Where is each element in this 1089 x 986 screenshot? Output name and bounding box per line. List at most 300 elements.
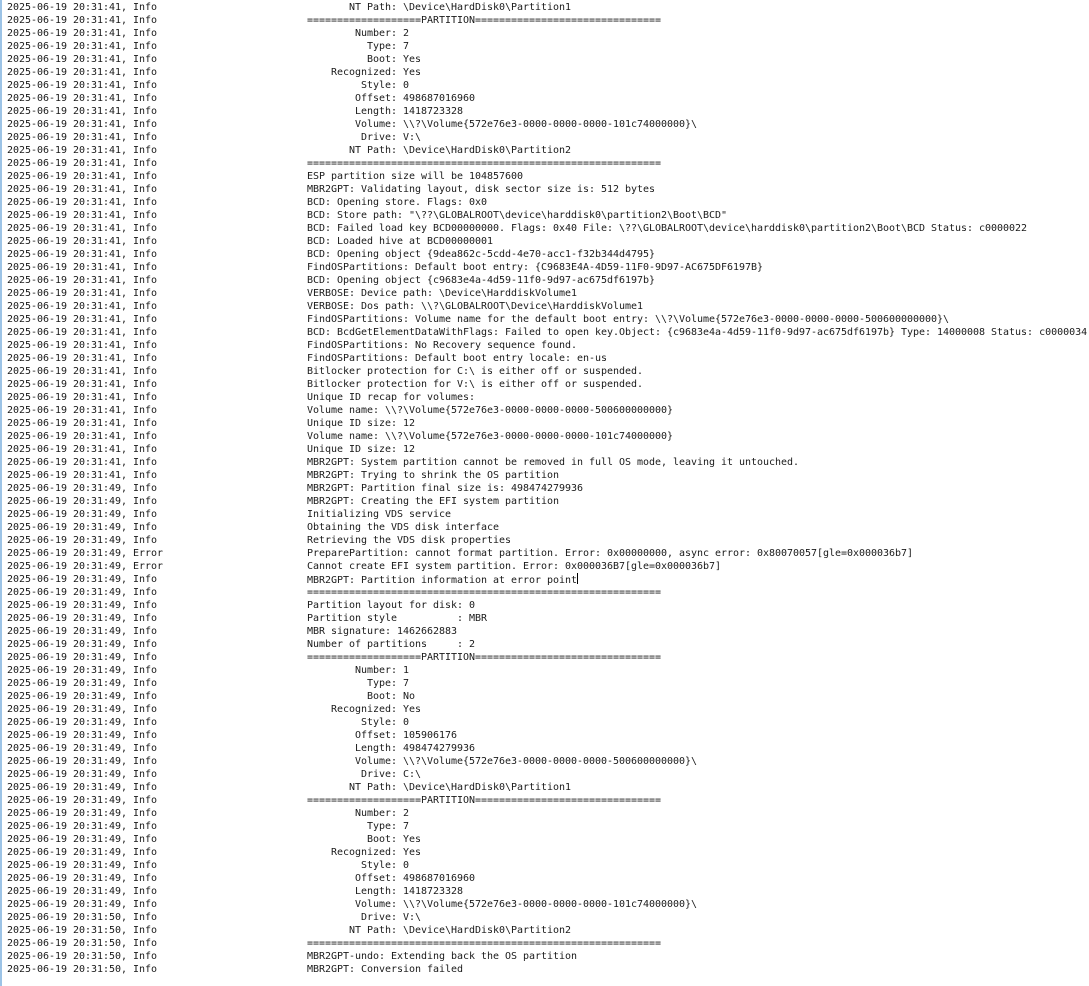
log-line bbox=[7, 404, 1089, 417]
log-line bbox=[7, 196, 1089, 209]
log-level: Info bbox=[133, 925, 158, 936]
log-level: Info bbox=[133, 2, 158, 13]
log-timestamp: 2025-06-19 20:31:49, bbox=[7, 535, 128, 546]
log-level: Info bbox=[133, 795, 158, 806]
log-message: Boot: No bbox=[307, 691, 416, 702]
log-line bbox=[7, 105, 1089, 118]
log-timestamp: 2025-06-19 20:31:41, bbox=[7, 275, 128, 286]
log-message: ===================PARTITION=============================== bbox=[307, 795, 662, 806]
log-level: Info bbox=[133, 340, 158, 351]
log-level: Info bbox=[133, 54, 158, 65]
log-timestamp: 2025-06-19 20:31:49, bbox=[7, 483, 128, 494]
text-cursor bbox=[577, 573, 578, 584]
log-message: Boot: Yes bbox=[307, 54, 422, 65]
log-message: Cannot create EFI system partition. Error: 0x000036B7[gle=0x000036b7] bbox=[307, 561, 722, 572]
log-timestamp: 2025-06-19 20:31:41, bbox=[7, 249, 128, 260]
log-timestamp: 2025-06-19 20:31:50, bbox=[7, 938, 128, 949]
log-level: Info bbox=[133, 431, 158, 442]
log-timestamp: 2025-06-19 20:31:49, bbox=[7, 665, 128, 676]
log-timestamp: 2025-06-19 20:31:49, bbox=[7, 600, 128, 611]
log-line bbox=[7, 352, 1089, 365]
log-message: MBR2GPT-undo: Extending back the OS partition bbox=[307, 951, 578, 962]
log-timestamp: 2025-06-19 20:31:49, bbox=[7, 743, 128, 754]
log-line bbox=[7, 53, 1089, 66]
log-message: Style: 0 bbox=[307, 717, 410, 728]
log-level: Info bbox=[133, 41, 158, 52]
log-level: Info bbox=[133, 743, 158, 754]
log-timestamp: 2025-06-19 20:31:41, bbox=[7, 301, 128, 312]
log-level: Info bbox=[133, 301, 158, 312]
log-line bbox=[7, 859, 1089, 872]
log-message: Partition style : MBR bbox=[307, 613, 488, 624]
log-message: Bitlocker protection for C:\ is either off or suspended. bbox=[307, 366, 644, 377]
log-timestamp: 2025-06-19 20:31:41, bbox=[7, 28, 128, 39]
log-line bbox=[7, 716, 1089, 729]
log-level: Info bbox=[133, 899, 158, 910]
log-line bbox=[7, 885, 1089, 898]
log-line bbox=[7, 313, 1089, 326]
log-line bbox=[7, 911, 1089, 924]
log-level: Info bbox=[133, 678, 158, 689]
log-line bbox=[7, 547, 1089, 560]
log-timestamp: 2025-06-19 20:31:41, bbox=[7, 236, 128, 247]
log-message: Bitlocker protection for V:\ is either off or suspended. bbox=[307, 379, 644, 390]
log-timestamp: 2025-06-19 20:31:49, bbox=[7, 860, 128, 871]
log-timestamp: 2025-06-19 20:31:41, bbox=[7, 262, 128, 273]
log-timestamp: 2025-06-19 20:31:41, bbox=[7, 41, 128, 52]
log-timestamp: 2025-06-19 20:31:49, bbox=[7, 613, 128, 624]
log-message: Offset: 498687016960 bbox=[307, 93, 476, 104]
log-line bbox=[7, 469, 1089, 482]
log-line bbox=[7, 872, 1089, 885]
log-line bbox=[7, 703, 1089, 716]
log-message: BCD: Opening store. Flags: 0x0 bbox=[307, 197, 488, 208]
log-message: Type: 7 bbox=[307, 41, 410, 52]
log-message: Initializing VDS service bbox=[307, 509, 452, 520]
log-timestamp: 2025-06-19 20:31:49, bbox=[7, 652, 128, 663]
log-line bbox=[7, 235, 1089, 248]
log-message: Unique ID size: 12 bbox=[307, 418, 416, 429]
log-level: Info bbox=[133, 93, 158, 104]
log-level: Info bbox=[133, 262, 158, 273]
log-line bbox=[7, 963, 1089, 976]
log-message: =========================================================== bbox=[307, 158, 662, 169]
log-line bbox=[7, 40, 1089, 53]
log-level: Info bbox=[133, 756, 158, 767]
log-message: Number: 2 bbox=[307, 28, 410, 39]
log-level: Info bbox=[133, 236, 158, 247]
log-line bbox=[7, 794, 1089, 807]
log-level: Info bbox=[133, 184, 158, 195]
log-message: Number of partitions : 2 bbox=[307, 639, 476, 650]
log-line bbox=[7, 248, 1089, 261]
log-message: Partition layout for disk: 0 bbox=[307, 600, 476, 611]
log-level: Info bbox=[133, 535, 158, 546]
log-level: Info bbox=[133, 444, 158, 455]
log-line bbox=[7, 417, 1089, 430]
log-message: Volume name: \\?\Volume{572e76e3-0000-0000-0000-500600000000} bbox=[307, 405, 674, 416]
log-line bbox=[7, 573, 1089, 586]
log-timestamp: 2025-06-19 20:31:49, bbox=[7, 808, 128, 819]
log-line bbox=[7, 768, 1089, 781]
log-message: =========================================================== bbox=[307, 938, 662, 949]
log-message: NT Path: \Device\HardDisk0\Partition2 bbox=[307, 925, 572, 936]
log-message: MBR signature: 1462662883 bbox=[307, 626, 458, 637]
log-level: Info bbox=[133, 808, 158, 819]
log-level: Info bbox=[133, 860, 158, 871]
log-timestamp: 2025-06-19 20:31:49, bbox=[7, 899, 128, 910]
log-message: BCD: Store path: "\??\GLOBALROOT\device\harddisk0\partition2\Boot\BCD" bbox=[307, 210, 728, 221]
log-line bbox=[7, 326, 1089, 339]
log-line bbox=[7, 599, 1089, 612]
log-timestamp: 2025-06-19 20:31:41, bbox=[7, 223, 128, 234]
log-line bbox=[7, 833, 1089, 846]
log-level: Info bbox=[133, 834, 158, 845]
log-level: Info bbox=[133, 938, 158, 949]
log-timestamp: 2025-06-19 20:31:41, bbox=[7, 67, 128, 78]
log-message: Unique ID recap for volumes: bbox=[307, 392, 476, 403]
log-message: Offset: 498687016960 bbox=[307, 873, 476, 884]
log-message: Volume: \\?\Volume{572e76e3-0000-0000-0000-101c74000000}\ bbox=[307, 899, 698, 910]
log-line bbox=[7, 378, 1089, 391]
log-message: Number: 2 bbox=[307, 808, 410, 819]
log-level: Info bbox=[133, 769, 158, 780]
log-level: Info bbox=[133, 717, 158, 728]
log-line bbox=[7, 391, 1089, 404]
log-line bbox=[7, 261, 1089, 274]
log-timestamp: 2025-06-19 20:31:49, bbox=[7, 496, 128, 507]
log-message: FindOSPartitions: Volume name for the default boot entry: \\?\Volume{572e76e3-0000-0000-0000-500600000000}\ bbox=[307, 314, 950, 325]
log-level: Info bbox=[133, 80, 158, 91]
log-level: Info bbox=[133, 379, 158, 390]
log-line bbox=[7, 339, 1089, 352]
log-level: Info bbox=[133, 509, 158, 520]
log-message: Boot: Yes bbox=[307, 834, 422, 845]
log-line bbox=[7, 950, 1089, 963]
log-message: MBR2GPT: Partition information at error point bbox=[307, 575, 578, 586]
log-level: Info bbox=[133, 821, 158, 832]
log-line bbox=[7, 222, 1089, 235]
log-timestamp: 2025-06-19 20:31:49, bbox=[7, 795, 128, 806]
log-line bbox=[7, 495, 1089, 508]
log-message: MBR2GPT: Conversion failed bbox=[307, 964, 464, 975]
log-line bbox=[7, 144, 1089, 157]
log-message: Unique ID size: 12 bbox=[307, 444, 416, 455]
log-message: BCD: Failed load key BCD00000000. Flags: 0x40 File: \??\GLOBALROOT\device\harddisk0\partition2\Boot\BCD Status: c0000022 bbox=[307, 223, 1028, 234]
log-timestamp: 2025-06-19 20:31:49, bbox=[7, 769, 128, 780]
log-timestamp: 2025-06-19 20:31:49, bbox=[7, 834, 128, 845]
log-timestamp: 2025-06-19 20:31:41, bbox=[7, 353, 128, 364]
log-level: Info bbox=[133, 691, 158, 702]
log-line bbox=[7, 79, 1089, 92]
log-line bbox=[7, 898, 1089, 911]
log-message: Drive: V:\ bbox=[307, 132, 422, 143]
log-timestamp: 2025-06-19 20:31:41, bbox=[7, 2, 128, 13]
log-message: MBR2GPT: System partition cannot be removed in full OS mode, leaving it untouched. bbox=[307, 457, 800, 468]
log-level: Info bbox=[133, 145, 158, 156]
log-timestamp: 2025-06-19 20:31:50, bbox=[7, 925, 128, 936]
log-timestamp: 2025-06-19 20:31:49, bbox=[7, 522, 128, 533]
log-level: Info bbox=[133, 574, 158, 585]
log-message: Volume name: \\?\Volume{572e76e3-0000-0000-0000-101c74000000} bbox=[307, 431, 674, 442]
log-level: Info bbox=[133, 951, 158, 962]
log-level: Info bbox=[133, 704, 158, 715]
log-line bbox=[7, 430, 1089, 443]
log-line bbox=[7, 690, 1089, 703]
log-level: Info bbox=[133, 314, 158, 325]
log-level: Info bbox=[133, 730, 158, 741]
log-message: Type: 7 bbox=[307, 821, 410, 832]
log-message: BCD: Opening object {9dea862c-5cdd-4e70-acc1-f32b344d4795} bbox=[307, 249, 656, 260]
log-message: FindOSPartitions: Default boot entry locale: en-us bbox=[307, 353, 608, 364]
log-timestamp: 2025-06-19 20:31:41, bbox=[7, 119, 128, 130]
log-timestamp: 2025-06-19 20:31:41, bbox=[7, 392, 128, 403]
log-line bbox=[7, 638, 1089, 651]
log-level: Info bbox=[133, 886, 158, 897]
log-level: Info bbox=[133, 327, 158, 338]
log-timestamp: 2025-06-19 20:31:49, bbox=[7, 730, 128, 741]
log-line bbox=[7, 14, 1089, 27]
log-level: Info bbox=[133, 405, 158, 416]
log-level: Info bbox=[133, 353, 158, 364]
log-line bbox=[7, 365, 1089, 378]
log-message: VERBOSE: Device path: \Device\HarddiskVolume1 bbox=[307, 288, 578, 299]
log-message: Volume: \\?\Volume{572e76e3-0000-0000-0000-500600000000}\ bbox=[307, 756, 698, 767]
log-timestamp: 2025-06-19 20:31:49, bbox=[7, 548, 128, 559]
log-timestamp: 2025-06-19 20:31:41, bbox=[7, 132, 128, 143]
log-timestamp: 2025-06-19 20:31:49, bbox=[7, 717, 128, 728]
log-level: Info bbox=[133, 132, 158, 143]
log-level: Info bbox=[133, 288, 158, 299]
log-message: =========================================================== bbox=[307, 587, 662, 598]
log-level: Info bbox=[133, 275, 158, 286]
log-timestamp: 2025-06-19 20:31:41, bbox=[7, 366, 128, 377]
log-message: MBR2GPT: Creating the EFI system partition bbox=[307, 496, 560, 507]
log-message: Length: 1418723328 bbox=[307, 886, 464, 897]
log-timestamp: 2025-06-19 20:31:41, bbox=[7, 106, 128, 117]
log-level: Info bbox=[133, 639, 158, 650]
log-timestamp: 2025-06-19 20:31:41, bbox=[7, 470, 128, 481]
log-line bbox=[7, 287, 1089, 300]
log-timestamp: 2025-06-19 20:31:49, bbox=[7, 691, 128, 702]
log-line bbox=[7, 508, 1089, 521]
log-timestamp: 2025-06-19 20:31:41, bbox=[7, 405, 128, 416]
log-level: Info bbox=[133, 223, 158, 234]
log-line bbox=[7, 534, 1089, 547]
log-timestamp: 2025-06-19 20:31:41, bbox=[7, 184, 128, 195]
log-line bbox=[7, 677, 1089, 690]
log-line bbox=[7, 846, 1089, 859]
log-message: Style: 0 bbox=[307, 80, 410, 91]
log-message: MBR2GPT: Partition final size is: 498474279936 bbox=[307, 483, 584, 494]
log-level: Info bbox=[133, 197, 158, 208]
log-line bbox=[7, 807, 1089, 820]
log-timestamp: 2025-06-19 20:31:49, bbox=[7, 639, 128, 650]
log-line bbox=[7, 300, 1089, 313]
log-message: Recognized: Yes bbox=[307, 847, 422, 858]
log-timestamp: 2025-06-19 20:31:49, bbox=[7, 873, 128, 884]
log-level: Info bbox=[133, 457, 158, 468]
log-level: Info bbox=[133, 626, 158, 637]
log-line bbox=[7, 560, 1089, 573]
log-line bbox=[7, 521, 1089, 534]
log-timestamp: 2025-06-19 20:31:41, bbox=[7, 379, 128, 390]
log-level: Info bbox=[133, 873, 158, 884]
log-level: Info bbox=[133, 210, 158, 221]
log-level: Info bbox=[133, 67, 158, 78]
log-level: Info bbox=[133, 912, 158, 923]
log-timestamp: 2025-06-19 20:31:41, bbox=[7, 457, 128, 468]
log-timestamp: 2025-06-19 20:31:49, bbox=[7, 626, 128, 637]
log-line bbox=[7, 274, 1089, 287]
log-line bbox=[7, 586, 1089, 599]
log-message: Retrieving the VDS disk properties bbox=[307, 535, 512, 546]
log-line bbox=[7, 131, 1089, 144]
log-message: Drive: C:\ bbox=[307, 769, 422, 780]
log-level: Info bbox=[133, 782, 158, 793]
log-level: Info bbox=[133, 171, 158, 182]
log-line bbox=[7, 781, 1089, 794]
log-message: NT Path: \Device\HardDisk0\Partition2 bbox=[307, 145, 572, 156]
log-message: MBR2GPT: Trying to shrink the OS partition bbox=[307, 470, 560, 481]
log-line bbox=[7, 66, 1089, 79]
log-timestamp: 2025-06-19 20:31:41, bbox=[7, 210, 128, 221]
log-level: Info bbox=[133, 587, 158, 598]
log-level: Info bbox=[133, 15, 158, 26]
log-line bbox=[7, 820, 1089, 833]
log-message: Obtaining the VDS disk interface bbox=[307, 522, 500, 533]
log-line bbox=[7, 482, 1089, 495]
log-timestamp: 2025-06-19 20:31:49, bbox=[7, 561, 128, 572]
log-message: ===================PARTITION=============================== bbox=[307, 15, 662, 26]
log-timestamp: 2025-06-19 20:31:41, bbox=[7, 288, 128, 299]
log-timestamp: 2025-06-19 20:31:41, bbox=[7, 197, 128, 208]
log-level: Info bbox=[133, 496, 158, 507]
log-timestamp: 2025-06-19 20:31:41, bbox=[7, 314, 128, 325]
log-timestamp: 2025-06-19 20:31:41, bbox=[7, 158, 128, 169]
log-timestamp: 2025-06-19 20:31:50, bbox=[7, 912, 128, 923]
log-timestamp: 2025-06-19 20:31:49, bbox=[7, 886, 128, 897]
log-line bbox=[7, 742, 1089, 755]
log-timestamp: 2025-06-19 20:31:41, bbox=[7, 171, 128, 182]
log-message: VERBOSE: Dos path: \\?\GLOBALROOT\Device\HarddiskVolume1 bbox=[307, 301, 644, 312]
log-message: FindOSPartitions: Default boot entry: {C9683E4A-4D59-11F0-9D97-AC675DF6197B} bbox=[307, 262, 764, 273]
log-message: MBR2GPT: Validating layout, disk sector size is: 512 bytes bbox=[307, 184, 656, 195]
log-message: Volume: \\?\Volume{572e76e3-0000-0000-0000-101c74000000}\ bbox=[307, 119, 698, 130]
log-line bbox=[7, 1, 1089, 14]
log-timestamp: 2025-06-19 20:31:49, bbox=[7, 847, 128, 858]
log-line bbox=[7, 924, 1089, 937]
log-level: Info bbox=[133, 366, 158, 377]
log-line bbox=[7, 118, 1089, 131]
log-line bbox=[7, 755, 1089, 768]
log-line bbox=[7, 651, 1089, 664]
log-line bbox=[7, 612, 1089, 625]
log-timestamp: 2025-06-19 20:31:49, bbox=[7, 821, 128, 832]
log-message: Recognized: Yes bbox=[307, 704, 422, 715]
log-line bbox=[7, 456, 1089, 469]
log-level: Error bbox=[133, 561, 164, 572]
log-timestamp: 2025-06-19 20:31:41, bbox=[7, 431, 128, 442]
log-timestamp: 2025-06-19 20:31:41, bbox=[7, 418, 128, 429]
log-line bbox=[7, 729, 1089, 742]
log-lines bbox=[7, 1, 1089, 976]
log-message: Length: 1418723328 bbox=[307, 106, 464, 117]
log-message: Type: 7 bbox=[307, 678, 410, 689]
log-timestamp: 2025-06-19 20:31:50, bbox=[7, 951, 128, 962]
log-timestamp: 2025-06-19 20:31:49, bbox=[7, 574, 128, 585]
log-level: Info bbox=[133, 418, 158, 429]
log-message: FindOSPartitions: No Recovery sequence found. bbox=[307, 340, 578, 351]
log-line bbox=[7, 937, 1089, 950]
log-message: BCD: Opening object {c9683e4a-4d59-11f0-9d97-ac675df6197b} bbox=[307, 275, 656, 286]
log-level: Info bbox=[133, 613, 158, 624]
log-level: Info bbox=[133, 158, 158, 169]
log-level: Info bbox=[133, 249, 158, 260]
log-timestamp: 2025-06-19 20:31:41, bbox=[7, 15, 128, 26]
log-timestamp: 2025-06-19 20:31:50, bbox=[7, 964, 128, 975]
log-message: Recognized: Yes bbox=[307, 67, 422, 78]
log-level: Error bbox=[133, 548, 164, 559]
left-gutter bbox=[0, 0, 2, 986]
log-line bbox=[7, 625, 1089, 638]
log-timestamp: 2025-06-19 20:31:49, bbox=[7, 509, 128, 520]
log-message: Style: 0 bbox=[307, 860, 410, 871]
log-level: Info bbox=[133, 470, 158, 481]
log-message: NT Path: \Device\HardDisk0\Partition1 bbox=[307, 782, 572, 793]
log-timestamp: 2025-06-19 20:31:41, bbox=[7, 327, 128, 338]
log-level: Info bbox=[133, 392, 158, 403]
log-level: Info bbox=[133, 119, 158, 130]
log-line bbox=[7, 183, 1089, 196]
log-level: Info bbox=[133, 847, 158, 858]
log-level: Info bbox=[133, 483, 158, 494]
log-message: ===================PARTITION=============================== bbox=[307, 652, 662, 663]
log-message: ESP partition size will be 104857600 bbox=[307, 171, 524, 182]
log-timestamp: 2025-06-19 20:31:41, bbox=[7, 145, 128, 156]
log-timestamp: 2025-06-19 20:31:49, bbox=[7, 756, 128, 767]
log-level: Info bbox=[133, 964, 158, 975]
log-message: Number: 1 bbox=[307, 665, 410, 676]
log-level: Info bbox=[133, 522, 158, 533]
log-message: Drive: V:\ bbox=[307, 912, 422, 923]
log-line bbox=[7, 27, 1089, 40]
log-timestamp: 2025-06-19 20:31:41, bbox=[7, 80, 128, 91]
log-line bbox=[7, 170, 1089, 183]
log-level: Info bbox=[133, 652, 158, 663]
log-message: Length: 498474279936 bbox=[307, 743, 476, 754]
log-message: PreparePartition: cannot format partition. Error: 0x00000000, async error: 0x80070057[gle=0x000036b7] bbox=[307, 548, 914, 559]
log-message: BCD: Loaded hive at BCD00000001 bbox=[307, 236, 494, 247]
log-level: Info bbox=[133, 600, 158, 611]
log-line bbox=[7, 157, 1089, 170]
log-timestamp: 2025-06-19 20:31:41, bbox=[7, 93, 128, 104]
log-level: Info bbox=[133, 106, 158, 117]
log-timestamp: 2025-06-19 20:31:49, bbox=[7, 782, 128, 793]
log-message: Offset: 105906176 bbox=[307, 730, 458, 741]
log-timestamp: 2025-06-19 20:31:41, bbox=[7, 54, 128, 65]
log-line bbox=[7, 664, 1089, 677]
log-line bbox=[7, 443, 1089, 456]
log-timestamp: 2025-06-19 20:31:49, bbox=[7, 678, 128, 689]
log-timestamp: 2025-06-19 20:31:49, bbox=[7, 587, 128, 598]
log-line bbox=[7, 92, 1089, 105]
log-message: BCD: BcdGetElementDataWithFlags: Failed to open key.Object: {c9683e4a-4d59-11f0-9d97-ac675df6197b} Type: 14000008 Status: c0000034 bbox=[307, 327, 1088, 338]
log-line bbox=[7, 209, 1089, 222]
log-message: NT Path: \Device\HardDisk0\Partition1 bbox=[307, 2, 572, 13]
log-timestamp: 2025-06-19 20:31:41, bbox=[7, 340, 128, 351]
log-level: Info bbox=[133, 665, 158, 676]
